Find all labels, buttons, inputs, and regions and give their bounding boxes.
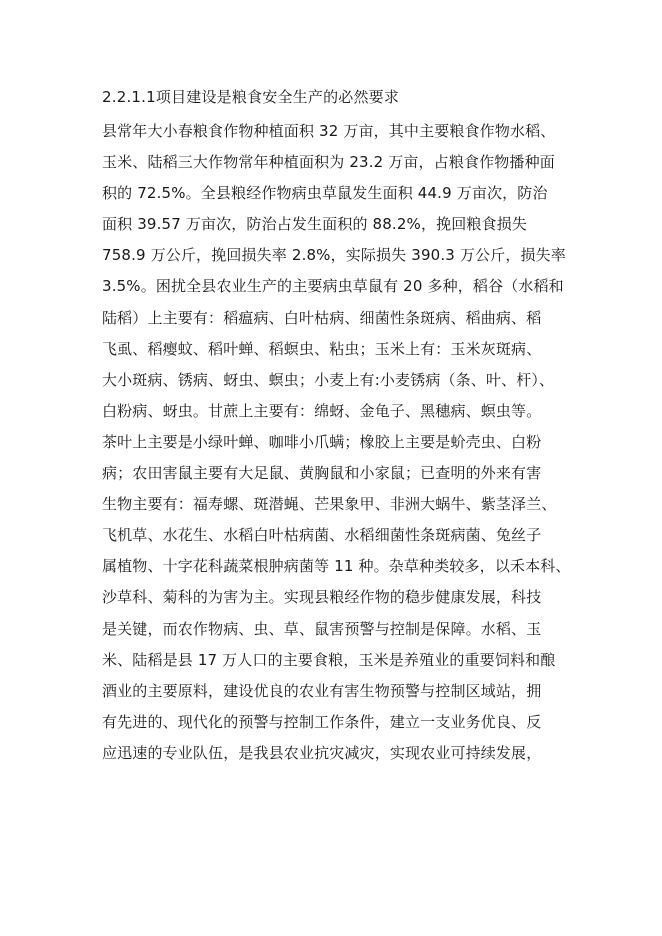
section-heading: 2.2.1.1项目建设是粮食安全生产的必然要求 xyxy=(102,88,400,106)
paragraph-line: 生物主要有：福寿螺、斑潜蝇、芒果象甲、非洲大蜗牛、紫茎泽兰、 xyxy=(102,495,557,514)
paragraph-line: 面积 39.57 万亩次，防治占发生面积的 88.2%，挽回粮食损失 xyxy=(102,215,527,234)
paragraph-line: 陆稻）上主要有：稻瘟病、白叶枯病、细菌性条斑病、稻曲病、稻 xyxy=(102,308,542,327)
paragraph-line: 积的 72.5%。全县粮经作物病虫草鼠发生面积 44.9 万亩次，防治 xyxy=(102,184,548,203)
paragraph-line: 3.5%。困扰全县农业生产的主要病虫草鼠有 20 多种，稻谷（水稻和 xyxy=(102,277,564,296)
paragraph-line: 飞机草、水花生、水稻白叶枯病菌、水稻细菌性条斑病菌、兔丝子 xyxy=(102,526,542,545)
paragraph-line: 属植物、十字花科蔬菜根肿病菌等 11 种。杂草种类较多，以禾本科、 xyxy=(102,557,571,576)
paragraph-line: 758.9 万公斤，挽回损失率 2.8%，实际损失 390.3 万公斤，损失率 xyxy=(102,246,566,265)
paragraph-line: 是关键，而农作物病、虫、草、鼠害预警与控制是保障。水稻、玉 xyxy=(102,619,542,638)
paragraph-line: 飞虱、稻瘿蚊、稻叶蝉、稻螟虫、粘虫；玉米上有：玉米灰斑病、 xyxy=(102,339,542,358)
paragraph-line: 茶叶上主要是小绿叶蝉、咖啡小爪螨；橡胶上主要是蚧壳虫、白粉 xyxy=(102,432,542,451)
paragraph-line: 白粉病、蚜虫。甘蔗上主要有：绵蚜、金龟子、黑穗病、螟虫等。 xyxy=(102,401,542,420)
paragraph-line: 酒业的主要原料，建设优良的农业有害生物预警与控制区域站，拥 xyxy=(102,681,542,700)
paragraph-line: 玉米、陆稻三大作物常年种植面积为 23.2 万亩，占粮食作物播种面 xyxy=(102,153,555,172)
paragraph-line: 县常年大小春粮食作物种植面积 32 万亩，其中主要粮食作物水稻、 xyxy=(102,122,556,140)
paragraph-line: 大小斑病、锈病、蚜虫、螟虫；小麦上有:小麦锈病（条、叶、杆）、 xyxy=(102,370,555,389)
paragraph-line: 应迅速的专业队伍，是我县农业抗灾减灾，实现农业可持续发展， xyxy=(102,743,542,762)
paragraph-line: 病；农田害鼠主要有大足鼠、黄胸鼠和小家鼠；已查明的外来有害 xyxy=(102,464,542,483)
paragraph-line: 沙草科、菊科的为害为主。实现县粮经作物的稳步健康发展，科技 xyxy=(102,588,542,607)
body-paragraph xyxy=(102,119,572,772)
paragraph-line: 有先进的、现代化的预警与控制工作条件，建立一支业务优良、反 xyxy=(102,712,542,731)
paragraph-line: 米、陆稻是县 17 万人口的主要食粮，玉米是养殖业的重要饲料和酿 xyxy=(102,650,556,669)
